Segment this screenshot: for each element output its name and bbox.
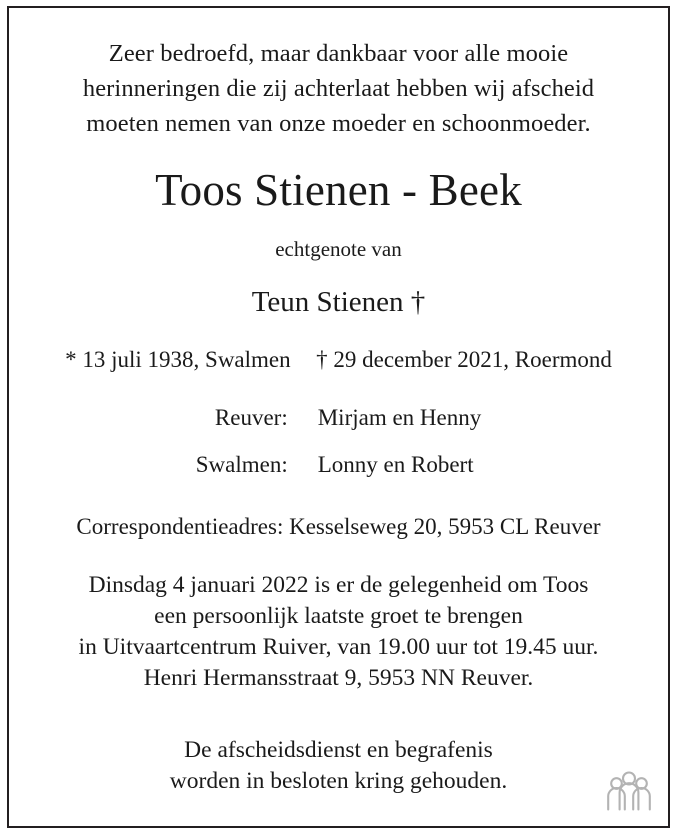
farewell-details: [31, 570, 646, 694]
correspondence-address: Correspondentieadres: Kesselseweg 20, 5953 CL Reuver: [76, 514, 601, 539]
family-place: Reuver:: [214, 405, 288, 430]
intro-line: moeten nemen van onze moeder en schoonmoeder.: [86, 110, 591, 137]
family-row: [196, 402, 482, 433]
birth-death-dates: [31, 345, 646, 375]
death-date: † 29 december 2021, Roermond: [316, 347, 612, 372]
intro-text: [31, 36, 646, 141]
farewell-line: Dinsdag 4 januari 2022 is er de gelegenheid om Toos: [88, 572, 589, 598]
birth-date: * 13 juli 1938, Swalmen: [65, 347, 291, 372]
family-place: Swalmen:: [195, 452, 288, 477]
notice-border-frame: [7, 6, 670, 828]
closing-line: De afscheidsdienst en begrafenis: [184, 737, 493, 763]
family-row: [196, 433, 482, 480]
farewell-line: Henri Hermansstraat 9, 5953 NN Reuver.: [143, 665, 534, 691]
intro-line: herinneringen die zij achterlaat hebben wij afscheid: [82, 75, 595, 102]
closing-line: worden in besloten kring gehouden.: [169, 768, 508, 794]
intro-line: Zeer bedroefd, maar dankbaar voor alle mooie: [108, 40, 569, 67]
family-people: Mirjam en Henny: [317, 405, 482, 430]
people-group-icon: [602, 764, 656, 818]
deceased-name: Toos Stienen - Beek: [155, 165, 522, 215]
family-people: Lonny en Robert: [317, 452, 474, 477]
farewell-line: een persoonlijk laatste groet te brengen: [154, 603, 523, 629]
family-list: [196, 402, 482, 480]
closing-text: [31, 735, 646, 797]
spouse-relation-label: echtgenote van: [275, 237, 402, 261]
notice-content: [9, 8, 668, 826]
farewell-line: in Uitvaartcentrum Ruiver, van 19.00 uur tot 19.45 uur.: [78, 634, 599, 660]
spouse-name: Teun Stienen †: [251, 286, 426, 318]
